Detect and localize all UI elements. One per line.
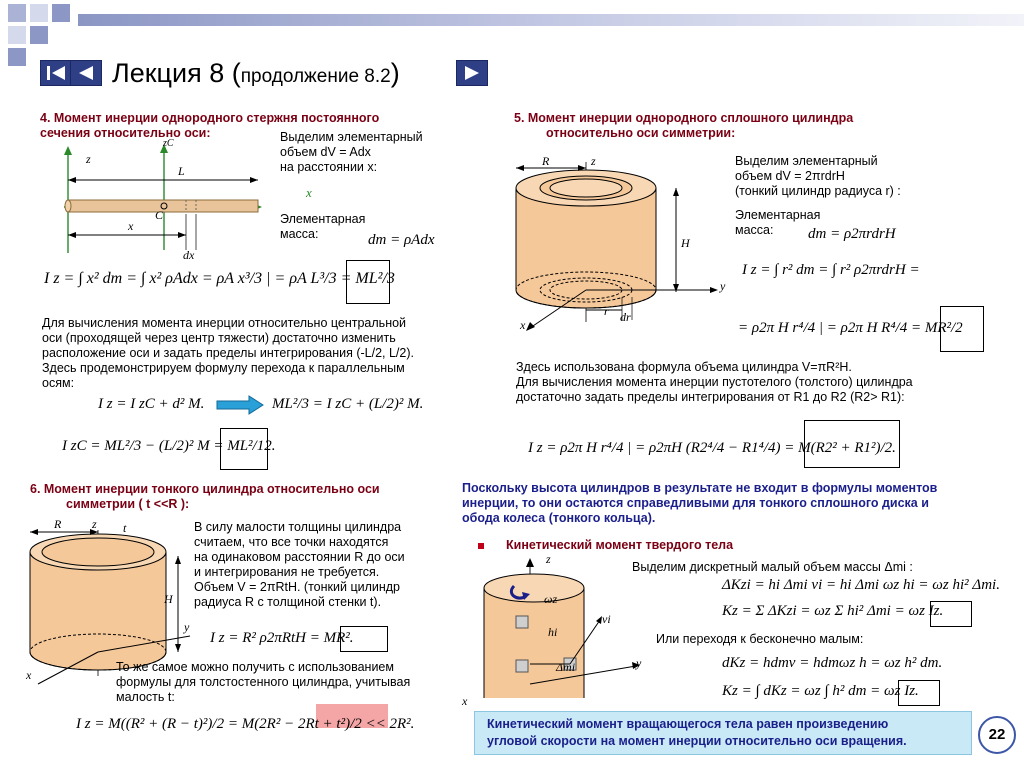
bullet-marker [478, 543, 484, 549]
sec4-result-box [346, 260, 390, 304]
kinetic-moment-formula-4: Kz = ∫ dKz = ωz ∫ h² dm = ωz Iz. [722, 683, 919, 699]
cyl-label-dr: dr [620, 310, 631, 324]
cyl-label-r: r [604, 304, 609, 318]
sec5-mass-formula: dm = ρ2πrdrH [808, 226, 896, 242]
rot-label-v: vi [602, 612, 611, 626]
sec5-note: Выделим элементарный объем dV = 2πrdrH (тонкий цилиндр радиуса r) : [735, 154, 901, 198]
rot-label-z: z [546, 552, 551, 566]
rod-label-dx: dx [183, 248, 195, 262]
sec5-heading: 5. Момент инерции однородного сплошного цилиндра относительно оси симметрии: [514, 111, 854, 140]
thin-cyl-label-z: z [92, 517, 97, 531]
page-title: Лекция 8 (продолжение 8.2) [112, 58, 400, 88]
hollow-cylinder-formula: I z = ρ2π H r⁴/4 | = ρ2πH (R2⁴/4 − R1⁴/4) = M(R2² + R1²)/2. [528, 440, 896, 456]
kinetic-moment-formula-1: ΔKzi = hi Δmi vi = hi Δmi ωz hi = ωz hi² Δmi. [722, 577, 1000, 593]
rot-label-y: y [636, 656, 642, 670]
kinetic-moment-formula-2: Kz = Σ ΔKzi = ωz Σ hi² Δmi = ωz Iz. [722, 603, 944, 619]
arrow-right-icon [215, 396, 265, 414]
arrow-left-icon [71, 61, 101, 85]
sec4-mass-formula: dm = ρAdx [368, 232, 435, 248]
rotating-body-diagram [478, 558, 658, 702]
thin-cyl-label-H: H [164, 592, 173, 606]
thin-cyl-label-R: R [54, 517, 62, 531]
sec4-note: Выделим элементарный объем dV = Adx на расстоянии x: [280, 130, 423, 174]
sec6-paragraph: В силу малости толщины цилиндра считаем, что все точки находятся на одинаковом расстоянии R до оси и интегрирования не требуется. Объем V = 2πRtH. (тонкий цилиндр радиуса R с толщиной стенки t). [194, 520, 405, 609]
cyl-label-y: y [720, 279, 726, 293]
sec4-central-result-box [220, 428, 268, 470]
sec5-integral-formula-2: = ρ2π H r⁴/4 | = ρ2π H R⁴/4 = MR²/2 [738, 320, 963, 336]
rod-label-C: C [155, 208, 164, 222]
skip-back-icon [41, 61, 71, 85]
page-number: 22 [978, 716, 1016, 754]
rod-label-x: x [128, 219, 134, 233]
header-bar [78, 14, 1024, 26]
cyl-label-x: x [520, 318, 526, 332]
prev-slide-button[interactable] [70, 60, 102, 86]
rot-label-omega: ωz [544, 592, 558, 606]
cyl-label-R: R [542, 154, 550, 168]
thin-cyl-label-t: t [123, 521, 127, 535]
sec4-paragraph: Для вычисления момента инерции относительно центральной оси (проходящей через центр тяжести) достаточно изменить расположение оси и задать пределы интегрирования (-L/2, L/2). Здесь продемонстрируем формулу перехода к параллельным осям: [42, 316, 414, 390]
sec5-paragraph: Здесь использована формула объема цилиндра V=πR²H. Для вычисления момента инерции пустотелого (толстого) цилиндра достаточно задать пределы интегрирования от R1 до R2 (R2> R1): [516, 360, 913, 404]
kinetic-result-box-2 [898, 680, 940, 706]
rot-label-dm: Δmi [556, 660, 576, 674]
sec6-paragraph-2: То же самое можно получить с использованием формулы для толстостенного цилиндра, учитывая малость t: [116, 660, 411, 704]
sec7-note-1: Выделим дискретный малый объем массы Δmi : [632, 560, 913, 574]
solid-cylinder-diagram [508, 152, 724, 332]
transition-formula: ML²/3 = I zC + (L/2)² M. [272, 396, 424, 412]
central-axis-formula: I zC = ML²/3 − (L/2)² M = ML²/12. [62, 438, 276, 454]
sec7-heading: Кинетический момент твердого тела [506, 538, 734, 552]
sec7-intro: Поскольку высота цилиндров в результате не входит в формулы моментов инерции, то они остаются справедливыми для тонкого сплошного диска и обода колеса (тонкого кольца). [462, 481, 938, 525]
cyl-label-H: H [681, 236, 690, 250]
thin-cyl-label-y: y [184, 620, 190, 634]
cyl-label-z: z [591, 154, 596, 168]
sec5-result-box [940, 306, 984, 352]
sec5-integral-formula-1: I z = ∫ r² dm = ∫ r² ρ2πrdrH = [742, 262, 920, 278]
sec4-integral-formula: I z = ∫ x² dm = ∫ x² ρAdx = ρA x³/3 | = ρA L³/3 = ML²/3 [44, 270, 395, 287]
sec4-heading: 4. Момент инерции однородного стержня постоянного сечения относительно оси: [40, 111, 380, 140]
sec4-mass-label: Элементарная масса: [280, 212, 366, 241]
arrow-right-icon [457, 61, 487, 85]
rod-label-z: z [86, 152, 91, 166]
thin-cylinder-formula: I z = R² ρ2πRtH = MR². [210, 630, 354, 646]
rod-diagram [40, 138, 280, 258]
rod-label-x-axis: x [306, 185, 312, 200]
thick-cylinder-formula: I z = M((R² + (R − t)²)/2 = M(2R² − 2Rt + t²)/2 << 2R². [76, 716, 415, 732]
first-slide-button[interactable] [40, 60, 72, 86]
rot-label-h: hi [548, 625, 558, 639]
kinetic-result-box-1 [930, 601, 972, 627]
rod-label-zc: zC [163, 138, 174, 149]
conclusion-box: Кинетический момент вращающегося тела равен произведению угловой скорости на момент инерции относительно оси вращения. [474, 711, 972, 755]
sec7-note-2: Или переходя к бесконечно малым: [656, 632, 864, 646]
next-slide-button[interactable] [456, 60, 488, 86]
sec5-hollow-result-box [804, 420, 900, 468]
kinetic-moment-formula-3: dKz = hdmv = hdmωz h = ωz h² dm. [722, 655, 943, 671]
sec6-result-box [340, 626, 388, 652]
rot-label-x: x [462, 694, 468, 708]
thin-cyl-label-x: x [26, 668, 32, 682]
parallel-axis-formula: I z = I zC + d² M. [98, 396, 205, 412]
sec6-heading: 6. Момент инерции тонкого цилиндра относительно оси симметрии ( t <<R ): [30, 482, 380, 511]
sec5-mass-label: Элементарная масса: [735, 208, 821, 237]
rod-label-L: L [178, 164, 185, 178]
